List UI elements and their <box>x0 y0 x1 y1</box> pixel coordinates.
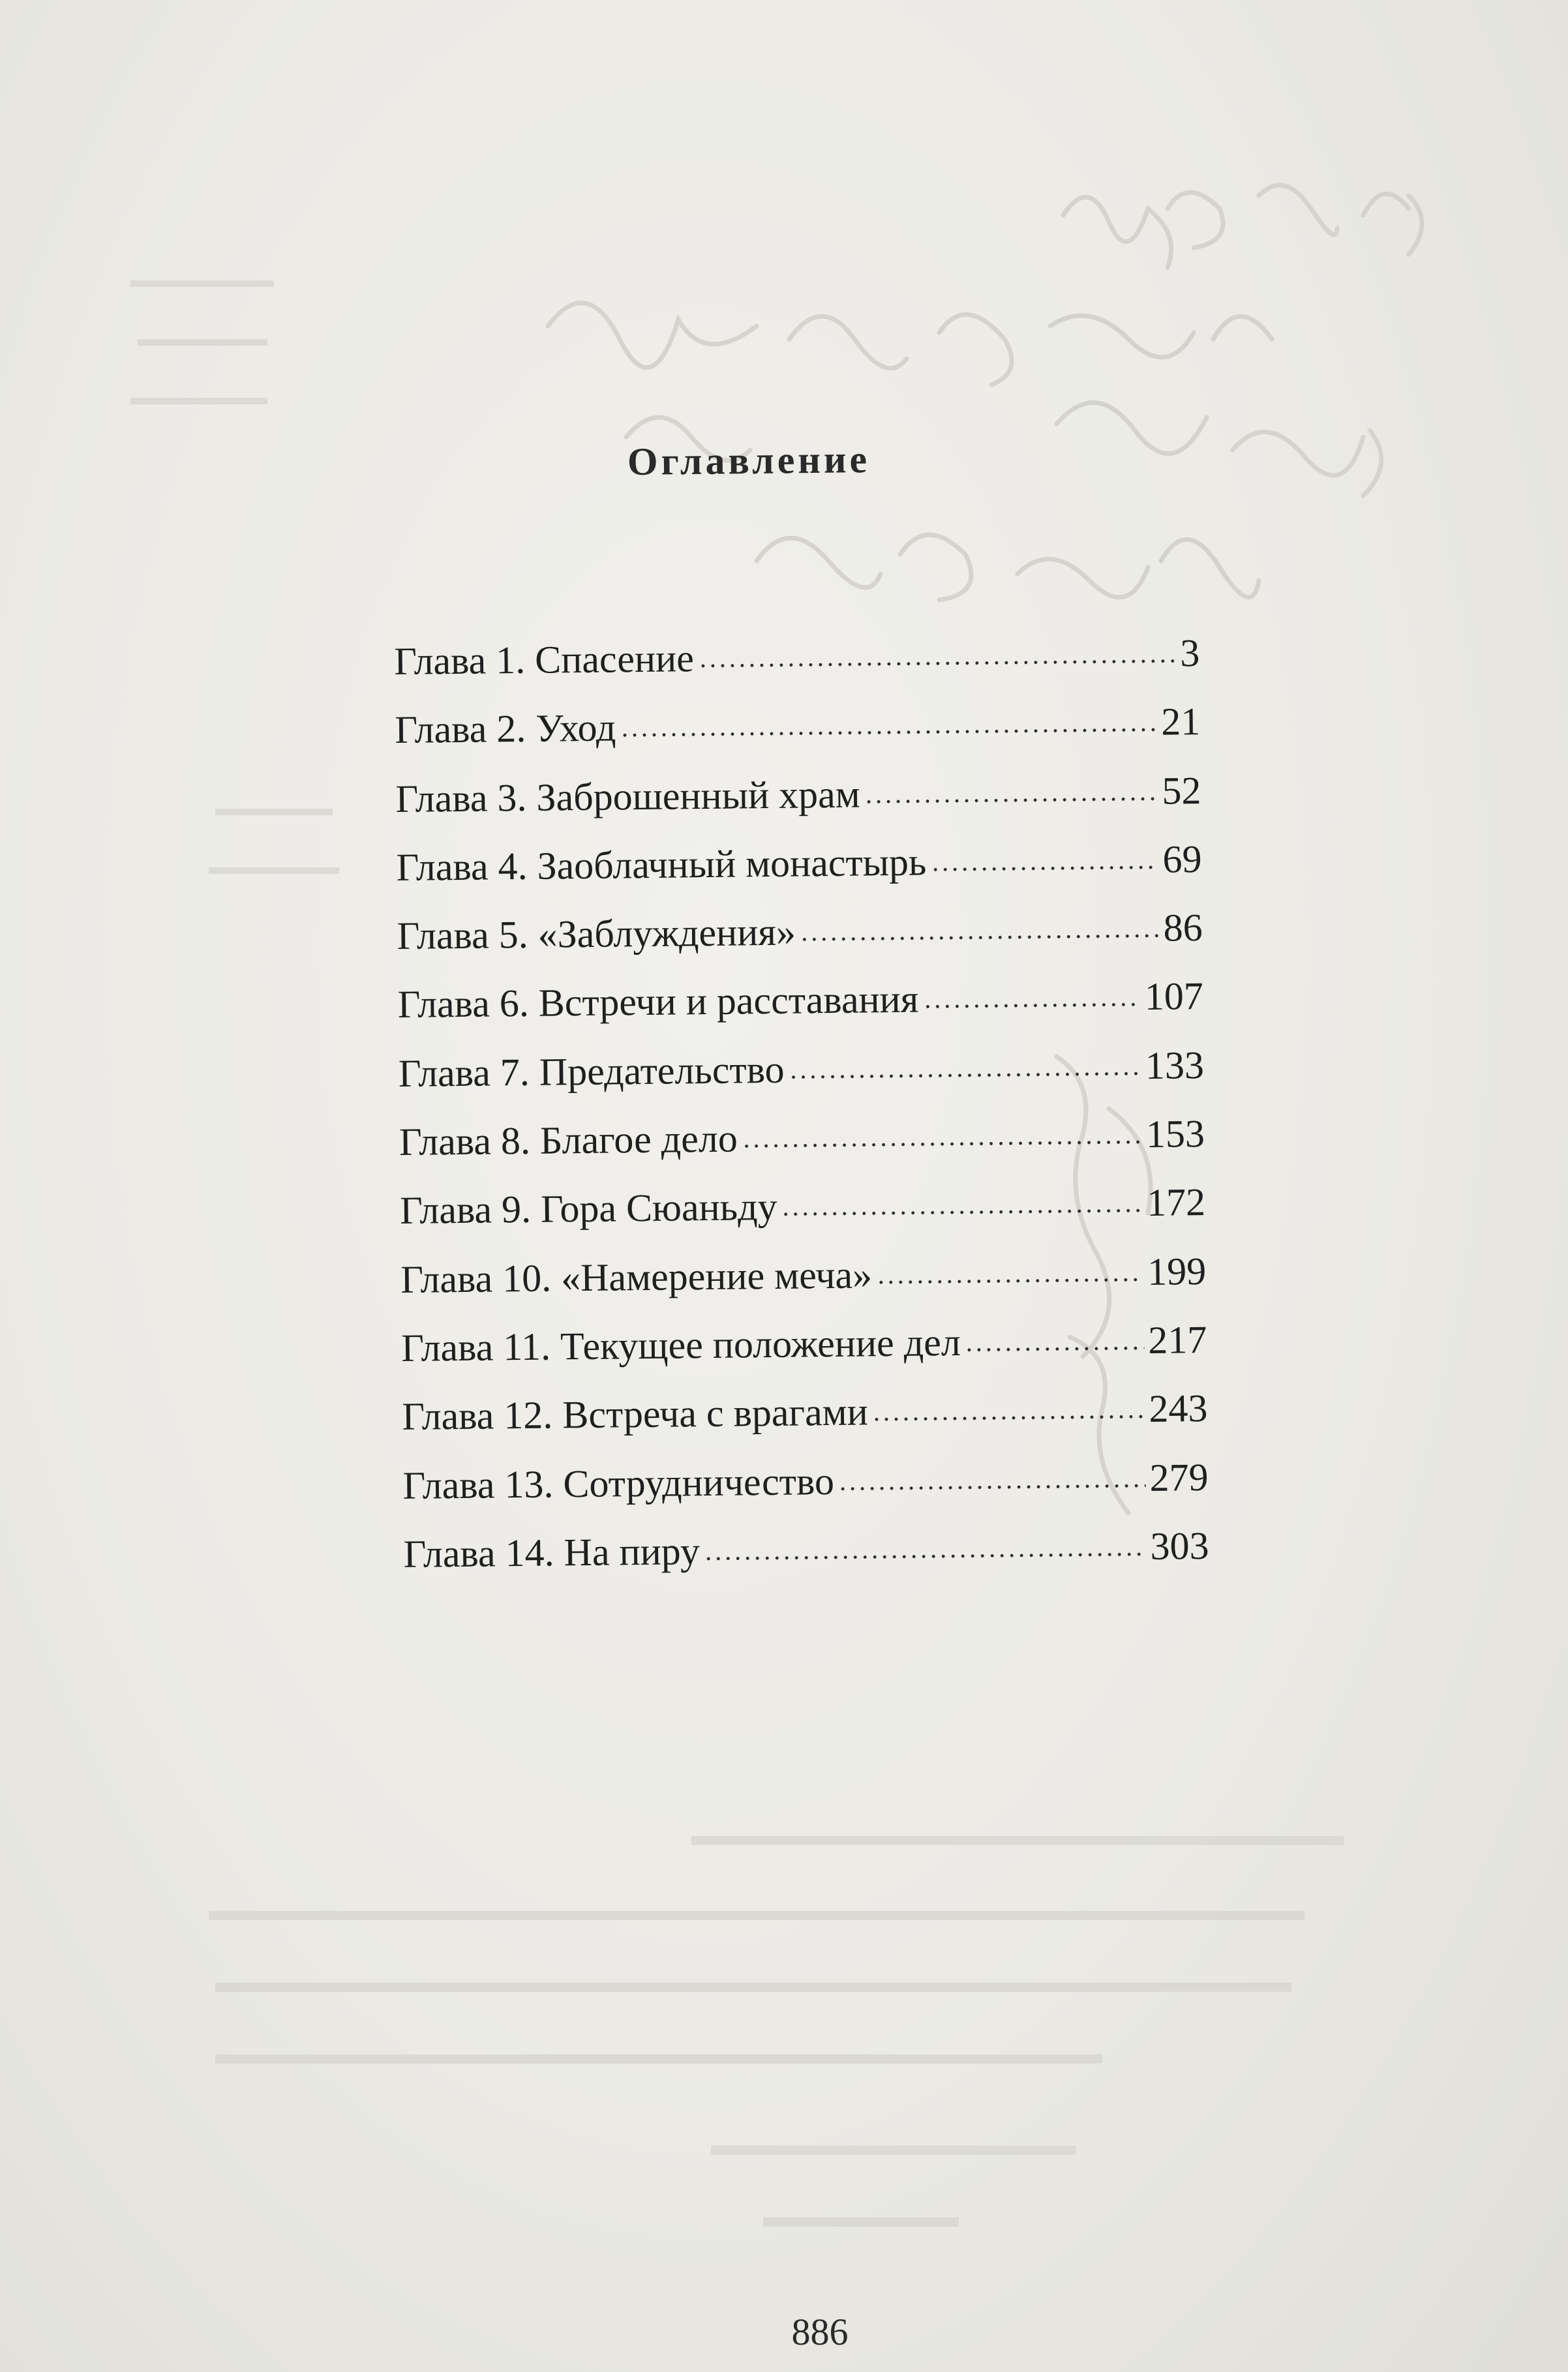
toc-entry <box>402 1389 1208 1465</box>
dot-leader <box>800 933 1160 942</box>
dot-leader <box>704 1552 1147 1561</box>
toc-entry <box>395 702 1201 779</box>
page-number: 886 <box>791 2311 849 2353</box>
toc-entry-page: 153 <box>1145 1112 1205 1156</box>
toc-entry-title: Глава 8. Благое дело <box>399 1117 738 1164</box>
toc-entry-title: Глава 3. Заброшенный храм <box>395 772 861 820</box>
toc-entry-title: Глава 5. «Заблуждения» <box>397 910 796 958</box>
toc-entry-title: Глава 7. Предательство <box>398 1047 785 1095</box>
toc-entry-page: 243 <box>1149 1387 1208 1431</box>
toc-entry <box>395 768 1201 848</box>
toc-entry-page: 133 <box>1145 1043 1205 1087</box>
toc-entry-title: Глава 2. Уход <box>395 706 616 752</box>
dot-leader <box>872 1414 1145 1422</box>
toc-entry-page: 86 <box>1163 906 1203 950</box>
toc-entry <box>400 1317 1207 1397</box>
toc-entry <box>403 1526 1209 1603</box>
table-of-contents <box>394 633 1209 1603</box>
toc-entry-page: 21 <box>1161 700 1201 743</box>
dot-leader <box>922 1002 1141 1010</box>
toc-entry <box>394 633 1200 710</box>
dot-leader <box>838 1483 1146 1492</box>
toc-entry-title: Глава 10. «Намерение меча» <box>400 1253 873 1301</box>
toc-entry <box>402 1455 1209 1535</box>
toc-entry-title: Глава 1. Спасение <box>393 637 695 683</box>
toc-entry-title: Глава 4. Заоблачный монастырь <box>396 840 927 889</box>
toc-entry-page: 199 <box>1147 1249 1207 1293</box>
toc-entry-page: 303 <box>1150 1524 1209 1568</box>
toc-entry-page: 3 <box>1179 631 1200 675</box>
dot-leader <box>698 658 1177 668</box>
toc-entry <box>399 1114 1205 1191</box>
toc-entry-page: 52 <box>1162 768 1201 813</box>
toc-entry-title: Глава 14. На пиру <box>403 1529 701 1576</box>
toc-entry <box>399 1045 1205 1122</box>
toc-entry-page: 107 <box>1144 974 1204 1019</box>
dot-leader <box>742 1139 1142 1148</box>
toc-entry <box>400 1249 1207 1329</box>
toc-entry-page: 172 <box>1146 1180 1206 1225</box>
toc-entry <box>396 839 1202 916</box>
toc-entry-page: 217 <box>1147 1317 1207 1362</box>
dot-leader <box>930 865 1158 873</box>
dot-leader <box>864 796 1158 804</box>
toc-entry-page: 69 <box>1162 837 1202 881</box>
page-title: Оглавление <box>627 438 871 483</box>
toc-entry-title: Глава 13. Сотрудничество <box>402 1459 835 1507</box>
dot-leader <box>965 1345 1145 1353</box>
toc-entry-page: 279 <box>1149 1455 1209 1499</box>
toc-entry <box>397 974 1204 1054</box>
toc-entry <box>397 908 1203 985</box>
toc-entry-title: Глава 9. Гора Сюаньду <box>399 1185 777 1233</box>
toc-entry-title: Глава 12. Встреча с врагами <box>402 1390 869 1439</box>
dot-leader <box>789 1071 1141 1080</box>
dot-leader <box>876 1277 1143 1285</box>
toc-entry-title: Глава 11. Текущее положение дел <box>400 1320 961 1370</box>
dot-leader <box>781 1208 1143 1217</box>
dot-leader <box>620 727 1157 738</box>
toc-entry <box>400 1182 1206 1259</box>
toc-entry-title: Глава 6. Встречи и расставания <box>397 978 919 1027</box>
